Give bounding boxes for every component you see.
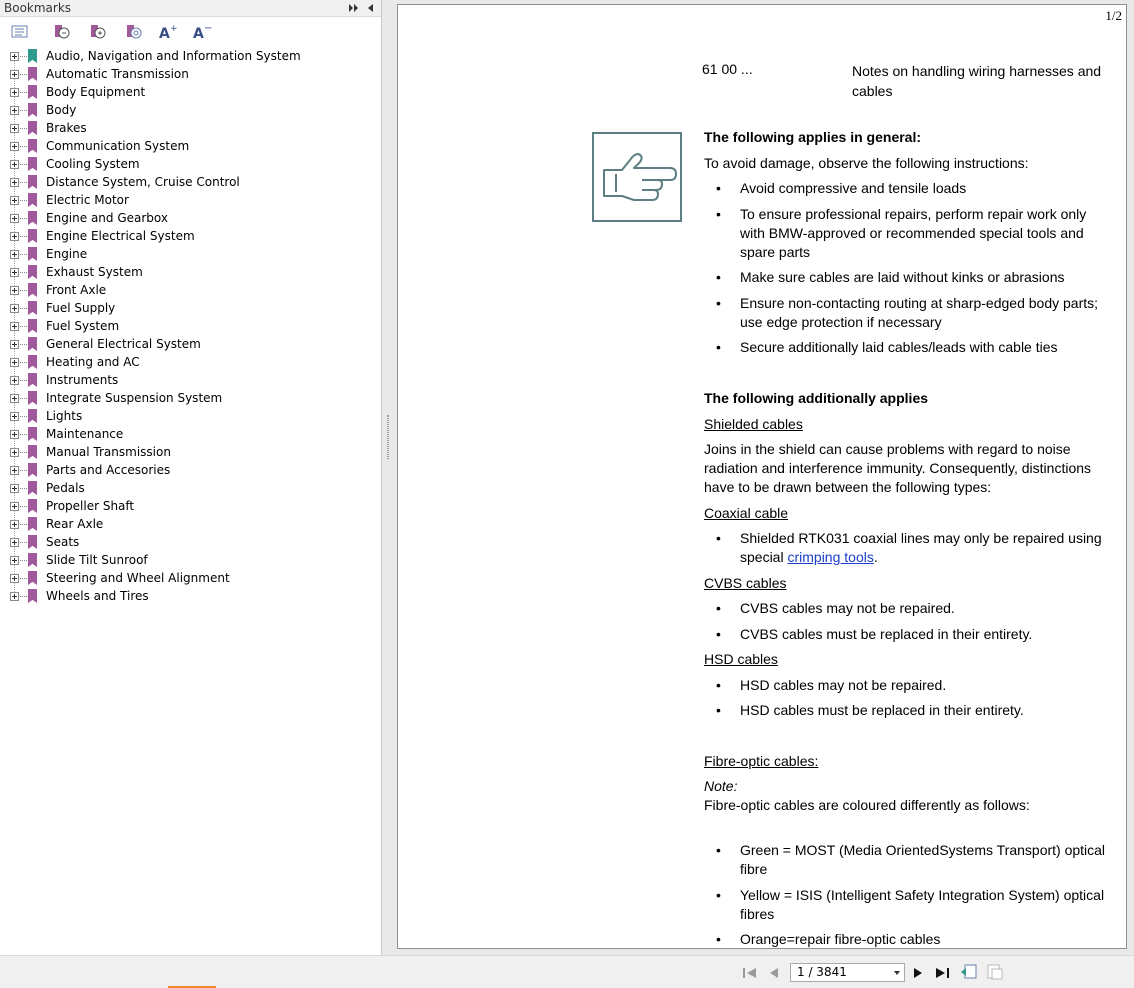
bookmark-label: Propeller Shaft <box>46 499 135 513</box>
bookmark-label: General Electrical System <box>46 337 201 351</box>
increase-font-icon[interactable] <box>158 23 178 41</box>
bookmarks-toolbar <box>0 17 381 47</box>
expand-icon[interactable] <box>10 322 19 331</box>
bullet-dot: • <box>716 269 721 285</box>
bookmark-label: Engine Electrical System <box>46 229 195 243</box>
bookmark-item[interactable] <box>0 83 380 101</box>
bookmarks-header <box>0 0 381 17</box>
expand-icon[interactable] <box>10 304 19 313</box>
fibre-bullet-text: Yellow = ISIS (Intelligent Safety Integration System) optical fibres <box>740 887 1105 922</box>
coaxial-bullet-end: . <box>873 549 878 565</box>
expand-icon[interactable] <box>10 52 19 61</box>
tree-connector <box>20 488 27 489</box>
bookmark-label: Fuel System <box>46 319 120 333</box>
expand-icon[interactable] <box>10 466 19 475</box>
page-number-select[interactable] <box>790 963 905 982</box>
bookmark-icon <box>28 589 37 603</box>
bookmark-label: Engine and Gearbox <box>46 211 168 225</box>
bookmark-label: Lights <box>46 409 83 423</box>
tree-connector <box>20 290 27 291</box>
hsd-bullet-text: HSD cables may not be repaired. <box>740 677 947 693</box>
fibre-bullet-text: Green = MOST (Media OrientedSystems Transport) optical fibre <box>740 842 1106 877</box>
bookmark-icon <box>28 157 37 171</box>
bookmark-item[interactable] <box>0 209 380 227</box>
svg-text:+: + <box>170 24 178 34</box>
shielded-cables-heading: Shielded cables <box>704 416 803 432</box>
bullet-dot: • <box>716 931 721 947</box>
expand-icon[interactable] <box>10 520 19 529</box>
cvbs-cables-heading: CVBS cables <box>704 575 787 591</box>
decrease-font-icon[interactable] <box>192 23 212 41</box>
bookmark-icon <box>28 517 37 531</box>
tree-connector <box>20 308 27 309</box>
first-page-icon[interactable] <box>742 965 758 979</box>
bookmark-tree <box>0 47 380 605</box>
tree-connector <box>20 434 27 435</box>
bookmark-item[interactable] <box>0 317 380 335</box>
bookmark-icon <box>28 481 37 495</box>
bookmark-label: Brakes <box>46 121 87 135</box>
general-intro: To avoid damage, observe the following instructions: <box>704 155 1029 171</box>
expand-icon[interactable] <box>10 214 19 223</box>
general-heading: The following applies in general: <box>704 129 922 145</box>
expand-icon[interactable] <box>10 502 19 511</box>
hsd-cables-heading: HSD cables <box>704 651 778 667</box>
document-page: 1/2 61 00 ... Notes on handling wiring harnesses and cables The following applies in general: To avoid damage, observe the following instructions: • Avoid compressive and tensile loads • To ensure professional repairs, perform repair work only with BMW-approved or recommended special tools and spare parts • Make sure cables are laid without kinks or abrasions • Ensure non-contacting routing at sharp-edged body parts; use edge protection if necessary • Secure additionally laid cables/leads with cable ties The following additionally applies Shielded cables Joins in the shield can cause problems with regard to noise radiation and interference immunity. Consequently, distinctions have to be drawn between the following types: Coaxial cable • Shielded RTK031 coaxial lines may only be repaired using special crimping tools. CVBS cables • CVBS cables may not be repaired. • CVBS cables must be replaced in their entirety. HSD cables • HSD cables may not be repaired. • HSD cables must be replaced in their entirety. Fibre-optic cables: Note: Fibre-optic cables are coloured differently as follows: • Green = MOST (Media OrientedSystems Transport) optical fibre • Yellow = ISIS (Intelligent Safety Integration System) optical fibres • Orange=repair fibre-optic cables <box>397 4 1127 949</box>
expand-icon[interactable] <box>10 538 19 547</box>
bookmark-item[interactable] <box>0 263 380 281</box>
bookmark-icon <box>28 553 37 567</box>
general-bullet-text: To ensure professional repairs, perform repair work only with BMW-approved or recommended special tools and spare parts <box>740 206 1087 260</box>
cvbs-bullet-text: CVBS cables must be replaced in their entirety. <box>740 626 1033 642</box>
expand-bookmark-icon[interactable] <box>52 23 72 41</box>
bookmark-label: Distance System, Cruise Control <box>46 175 240 189</box>
expand-icon[interactable] <box>10 196 19 205</box>
expand-icon[interactable] <box>10 70 19 79</box>
hsd-bullet-text: HSD cables must be replaced in their entirety. <box>740 702 1024 718</box>
bookmark-label: Body Equipment <box>46 85 146 99</box>
bookmark-options-icon[interactable] <box>10 23 30 41</box>
bookmark-icon <box>28 139 37 153</box>
pointing-hand-icon <box>592 132 682 222</box>
crimping-tools-link[interactable]: crimping tools <box>787 549 874 565</box>
bookmark-item[interactable] <box>0 461 380 479</box>
bookmark-icon <box>28 499 37 513</box>
bookmark-label: Manual Transmission <box>46 445 171 459</box>
bookmark-icon <box>28 67 37 81</box>
bookmark-label: Communication System <box>46 139 190 153</box>
bookmark-label: Exhaust System <box>46 265 143 279</box>
bookmark-label: Cooling System <box>46 157 140 171</box>
tree-connector <box>20 380 27 381</box>
expand-icon[interactable] <box>10 178 19 187</box>
bookmark-item[interactable] <box>0 191 380 209</box>
additional-heading: The following additionally applies <box>704 390 929 406</box>
bookmark-icon <box>28 535 37 549</box>
bookmark-icon <box>28 445 37 459</box>
bookmark-item[interactable] <box>0 137 380 155</box>
bookmark-icon <box>28 391 37 405</box>
tree-connector <box>20 236 27 237</box>
bookmark-item[interactable] <box>0 335 380 353</box>
bookmark-icon <box>28 175 37 189</box>
tree-connector <box>20 506 27 507</box>
bookmark-item[interactable] <box>0 515 380 533</box>
collapse-panel-icon[interactable] <box>349 2 359 14</box>
bookmark-icon <box>28 571 37 585</box>
bookmark-label: Engine <box>46 247 88 261</box>
page-navigation-bar <box>0 955 1134 988</box>
bookmark-icon <box>28 211 37 225</box>
chevron-down-icon <box>894 971 900 975</box>
expand-icon[interactable] <box>10 340 19 349</box>
bullet-dot: • <box>716 887 721 903</box>
expand-icon[interactable] <box>10 250 19 259</box>
tree-connector <box>20 146 27 147</box>
bookmark-label: Heating and AC <box>46 355 140 369</box>
tree-connector <box>20 164 27 165</box>
expand-icon[interactable] <box>10 358 19 367</box>
bookmark-item[interactable] <box>0 551 380 569</box>
expand-icon[interactable] <box>10 232 19 241</box>
bookmark-label: Steering and Wheel Alignment <box>46 571 230 585</box>
tree-connector <box>20 452 27 453</box>
general-bullet-text: Avoid compressive and tensile loads <box>740 180 967 196</box>
last-page-icon[interactable] <box>934 965 950 979</box>
bookmark-item[interactable] <box>0 101 380 119</box>
next-view-icon[interactable] <box>986 963 1004 977</box>
bookmark-label: Automatic Transmission <box>46 67 189 81</box>
tree-connector <box>20 578 27 579</box>
tree-connector <box>20 398 27 399</box>
page-indicator: 1/2 <box>1105 8 1122 23</box>
cvbs-bullet-text: CVBS cables may not be repaired. <box>740 600 955 616</box>
bullet-dot: • <box>716 600 721 616</box>
bullet-dot: • <box>716 702 721 718</box>
svg-text:A: A <box>159 26 170 41</box>
bullet-dot: • <box>716 842 721 858</box>
tree-connector <box>20 272 27 273</box>
bookmarks-title: Bookmarks <box>4 1 72 15</box>
expand-icon[interactable] <box>10 430 19 439</box>
bookmark-icon <box>28 337 37 351</box>
bookmark-item[interactable] <box>0 353 380 371</box>
tree-connector <box>20 470 27 471</box>
bookmarks-panel <box>0 0 382 955</box>
expand-icon[interactable] <box>10 484 19 493</box>
bookmark-item[interactable] <box>0 587 380 605</box>
note-label: Note: <box>704 778 738 794</box>
bookmark-label: Electric Motor <box>46 193 129 207</box>
bookmark-icon <box>28 355 37 369</box>
close-panel-icon[interactable] <box>365 2 375 14</box>
bookmark-icon <box>28 49 37 63</box>
bookmark-icon <box>28 103 37 117</box>
bookmark-icon <box>28 283 37 297</box>
tree-connector <box>20 344 27 345</box>
bookmark-label: Maintenance <box>46 427 124 441</box>
bookmark-icon <box>28 409 37 423</box>
bookmark-icon <box>28 319 37 333</box>
tree-connector <box>20 218 27 219</box>
svg-text:A: A <box>193 26 204 41</box>
bookmark-item[interactable] <box>0 479 380 497</box>
expand-icon[interactable] <box>10 394 19 403</box>
expand-icon[interactable] <box>10 592 19 601</box>
coaxial-cable-heading: Coaxial cable <box>704 505 789 521</box>
page-number-value: 1 / 3841 <box>797 965 847 979</box>
expand-icon[interactable] <box>10 286 19 295</box>
bookmark-icon <box>28 301 37 315</box>
coaxial-bullet-text: Shielded RTK031 coaxial lines may only be repaired using special <box>740 530 1102 565</box>
bookmark-icon <box>28 265 37 279</box>
bookmark-item[interactable] <box>0 533 380 551</box>
expand-icon[interactable] <box>10 412 19 421</box>
tree-connector <box>20 596 27 597</box>
bookmark-label: Fuel Supply <box>46 301 116 315</box>
tree-connector <box>20 524 27 525</box>
bullet-dot: • <box>716 626 721 642</box>
bookmark-label: Integrate Suspension System <box>46 391 223 405</box>
previous-page-icon[interactable] <box>768 965 780 979</box>
tree-connector <box>20 560 27 561</box>
fibre-intro: Fibre-optic cables are coloured differently as follows: <box>704 797 1030 813</box>
bookmark-label: Slide Tilt Sunroof <box>46 553 148 567</box>
tree-connector <box>20 416 27 417</box>
bookmark-icon <box>28 121 37 135</box>
bullet-dot: • <box>716 180 721 196</box>
bookmark-label: Body <box>46 103 77 117</box>
bookmark-item[interactable] <box>0 299 380 317</box>
bookmark-icon <box>28 229 37 243</box>
bookmark-item[interactable] <box>0 497 380 515</box>
bookmark-label: Wheels and Tires <box>46 589 149 603</box>
fibre-bullet-text: Orange=repair fibre-optic cables <box>740 931 941 947</box>
bookmark-item[interactable] <box>0 371 380 389</box>
general-bullet-text: Ensure non-contacting routing at sharp-edged body parts; use edge protection if necessary <box>740 295 1099 330</box>
next-page-icon[interactable] <box>912 965 924 979</box>
fibre-optic-heading: Fibre-optic cables: <box>704 753 819 769</box>
bookmark-icon <box>28 85 37 99</box>
bookmark-item[interactable] <box>0 425 380 443</box>
bullet-dot: • <box>716 295 721 311</box>
tree-connector <box>20 200 27 201</box>
bookmark-label: Instruments <box>46 373 119 387</box>
bookmark-label: Front Axle <box>46 283 107 297</box>
bullet-dot: • <box>716 206 721 222</box>
tree-connector <box>20 92 27 93</box>
tree-connector <box>20 362 27 363</box>
bullet-dot: • <box>716 677 721 693</box>
bookmark-icon <box>28 193 37 207</box>
bookmark-item[interactable] <box>0 407 380 425</box>
general-bullet-text: Secure additionally laid cables/leads with cable ties <box>740 339 1058 355</box>
expand-icon[interactable] <box>10 142 19 151</box>
expand-icon[interactable] <box>10 376 19 385</box>
svg-text:−: − <box>204 23 212 34</box>
bookmark-item[interactable] <box>0 389 380 407</box>
section-code: 61 00 ... <box>702 61 753 77</box>
tree-connector <box>20 326 27 327</box>
tree-connector <box>20 110 27 111</box>
expand-icon[interactable] <box>10 448 19 457</box>
expand-icon[interactable] <box>10 574 19 583</box>
previous-view-icon[interactable] <box>960 963 978 977</box>
tree-connector <box>20 542 27 543</box>
bookmark-item[interactable] <box>0 569 380 587</box>
bookmark-label: Audio, Navigation and Information System <box>46 49 301 63</box>
shielded-cables-text: Joins in the shield can cause problems with regard to noise radiation and interference immunity. Consequently, distinctions have to be drawn between the following types: <box>704 441 1092 495</box>
bookmark-item[interactable] <box>0 443 380 461</box>
bookmark-icon <box>28 373 37 387</box>
bookmark-item[interactable] <box>0 119 380 137</box>
expand-icon[interactable] <box>10 268 19 277</box>
bookmark-label: Pedals <box>46 481 85 495</box>
bookmark-label: Seats <box>46 535 80 549</box>
bookmark-item[interactable] <box>0 245 380 263</box>
bookmark-label: Rear Axle <box>46 517 104 531</box>
expand-icon[interactable] <box>10 124 19 133</box>
expand-icon[interactable] <box>10 160 19 169</box>
bookmark-label: Parts and Accesories <box>46 463 171 477</box>
tree-connector <box>20 74 27 75</box>
bookmark-icon <box>28 463 37 477</box>
panel-splitter[interactable] <box>382 0 396 955</box>
bookmark-item[interactable] <box>0 47 380 65</box>
bookmark-icon <box>28 247 37 261</box>
bookmark-item[interactable] <box>0 65 380 83</box>
bookmark-item[interactable] <box>0 155 380 173</box>
bookmark-item[interactable] <box>0 173 380 191</box>
tree-connector <box>20 128 27 129</box>
bookmark-item[interactable] <box>0 227 380 245</box>
bullet-dot: • <box>716 339 721 355</box>
tree-connector <box>20 56 27 57</box>
expand-icon[interactable] <box>10 88 19 97</box>
bookmark-icon <box>28 427 37 441</box>
add-bookmark-icon[interactable] <box>88 23 108 41</box>
find-bookmark-icon[interactable] <box>124 23 144 41</box>
bookmark-item[interactable] <box>0 281 380 299</box>
tree-connector <box>20 182 27 183</box>
section-title: Notes on handling wiring harnesses and cables <box>852 63 1102 99</box>
general-bullet-text: Make sure cables are laid without kinks or abrasions <box>740 269 1065 285</box>
tree-connector <box>20 254 27 255</box>
expand-icon[interactable] <box>10 106 19 115</box>
expand-icon[interactable] <box>10 556 19 565</box>
